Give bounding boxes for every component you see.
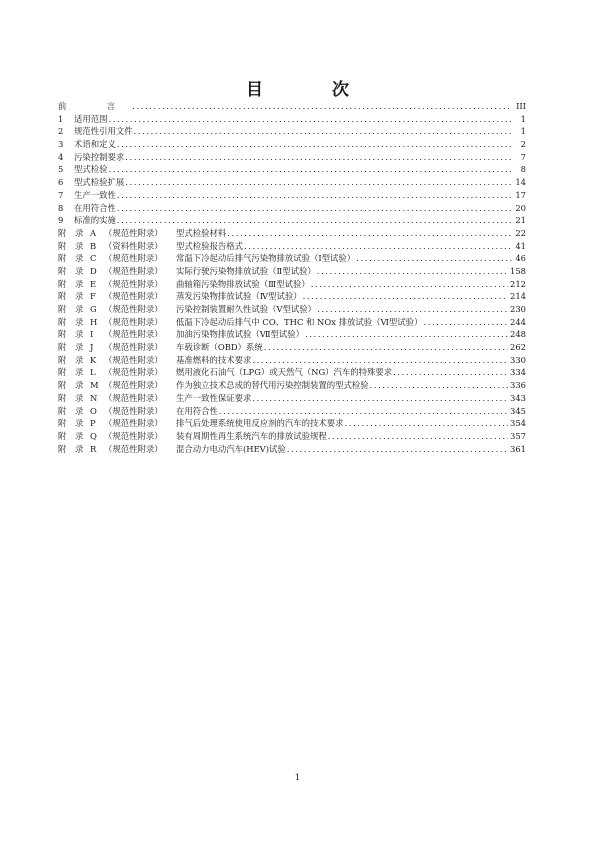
appendix-type: （规范性附录） [104,430,163,441]
toc-entry-appendix[interactable] [58,240,526,253]
appendix-letter: L [90,367,96,378]
dot-leader [252,392,508,405]
toc-entry-title: 作为独立技术总成的替代用污染控制装置的型式检验 [176,380,369,391]
toc-entry-page: 361 [510,443,526,454]
toc-entry-appendix[interactable] [58,278,526,291]
toc-entry-title: 术语和定义 [74,139,116,150]
appendix-letter: P [90,418,96,429]
appendix-type: （规范性附录） [104,367,163,378]
toc-entry-title: 实际行驶污染物排放试验（Ⅱ型试验） [176,265,316,276]
dot-leader [117,138,512,151]
appendix-prefix: 附 录 [58,240,87,251]
appendix-letter: E [90,278,97,289]
toc-entry-title: 生产一致性保证要求 [176,392,252,403]
toc-entry-appendix[interactable] [58,366,526,379]
toc-entry-page: 343 [510,392,526,403]
toc-entry-page: 357 [510,430,526,441]
toc-entry-title: 污染控制要求 [74,151,125,162]
toc-entry-number: 8 [58,202,64,213]
appendix-type: （规范性附录） [104,253,163,264]
dot-leader [317,303,508,316]
appendix-type: （规范性附录） [104,316,163,327]
toc-entry-appendix[interactable] [58,392,526,405]
appendix-prefix: 附 录 [58,392,87,403]
appendix-type: （规范性附录） [104,278,163,289]
appendix-letter: I [90,329,94,340]
toc-entry-appendix[interactable] [58,341,526,354]
dot-leader [311,278,508,291]
toc-entry-title: 基准燃料的技术要求 [176,354,252,365]
toc-entry-title: 排气后处理系统使用反应剂的汽车的技术要求 [176,418,344,429]
appendix-prefix: 附 录 [58,291,87,302]
appendix-letter: G [90,304,97,314]
appendix-letter: N [90,392,98,403]
page-title: 目 次 [246,80,375,100]
appendix-type: （规范性附录） [104,405,163,416]
toc-entry-title: 常温下冷起动后排气污染物排放试验（Ⅰ型试验） [176,253,356,264]
toc-entry-title: 型式检验 [74,164,108,175]
appendix-prefix: 附 录 [58,380,87,391]
toc-entry-appendix[interactable] [58,316,526,329]
appendix-prefix: 附 录 [58,405,87,416]
toc-entry-page: 46 [515,253,526,264]
toc-entry-page: 244 [510,316,526,327]
appendix-type: （规范性附录） [104,227,163,238]
toc-entry-page: 8 [520,164,526,175]
toc-entry-page: 20 [515,202,526,213]
toc-entry-title: 型式检验材料 [176,227,227,238]
dot-leader [117,214,512,227]
toc-entry-chapter[interactable] [58,151,526,164]
appendix-prefix: 附 录 [58,253,87,264]
toc-entry-page: 262 [510,342,526,353]
toc-entry-number: 3 [58,139,64,150]
dot-leader [423,316,508,329]
appendix-type: （规范性附录） [104,265,163,276]
toc-entry-page: 248 [510,329,526,340]
appendix-prefix: 附 录 [58,354,87,365]
appendix-type: （规范性附录） [104,354,163,365]
toc-entry-title: 污染控制装置耐久性试验（Ⅴ型试验） [176,304,317,314]
toc-entry-page: 334 [510,367,526,378]
appendix-type: （资料性附录） [104,240,163,251]
dot-leader [244,240,512,253]
appendix-letter: K [90,354,97,365]
appendix-type: （规范性附录） [104,380,163,391]
toc-entry-page: 1 [520,113,526,124]
appendix-prefix: 附 录 [58,278,87,289]
dot-leader [370,379,508,392]
dot-leader [134,125,512,138]
appendix-letter: C [90,253,97,264]
dot-leader [356,252,512,265]
toc-entry-chapter[interactable] [58,125,526,138]
toc-entry-number: 5 [58,164,64,175]
toc-entry-title: 加油污染物排放试验（Ⅶ型试验） [176,329,305,340]
appendix-letter: H [90,316,98,327]
appendix-prefix: 附 录 [58,304,87,314]
toc-entry-number: 2 [58,126,64,137]
toc-entry-page: 2 [520,139,526,150]
appendix-letter: Q [90,430,97,441]
toc-entry-chapter[interactable] [58,176,526,189]
appendix-prefix: 附 录 [58,329,87,340]
dot-leader [132,100,512,113]
dot-leader [305,328,508,341]
toc-entry-page: 22 [515,227,526,238]
appendix-prefix: 附 录 [58,443,87,454]
toc-entry-page: 17 [515,189,526,200]
dot-leader [117,189,512,202]
appendix-letter: B [90,240,97,251]
appendix-letter: F [90,291,96,302]
toc-entry-number: 7 [58,189,64,200]
appendix-prefix: 附 录 [58,342,87,353]
dot-leader [328,430,508,443]
toc-entry-title: 在用符合性 [74,202,116,213]
toc-entry-appendix[interactable] [58,443,526,456]
appendix-prefix: 附 录 [58,265,87,276]
toc-entry-page: 1 [520,126,526,137]
dot-leader [303,290,508,303]
page-number: 1 [294,773,301,783]
toc-entry-number: 1 [58,113,64,124]
appendix-type: （规范性附录） [104,304,163,314]
dot-leader [264,341,508,354]
toc-entry-title: 曲轴箱污染物排放试验（Ⅲ型试验） [176,278,310,289]
dot-leader [227,227,512,240]
appendix-type: （规范性附录） [104,392,163,403]
appendix-letter: O [90,405,97,416]
appendix-letter: A [90,227,97,238]
toc-entry-title: 装有周期性再生系统汽车的排放试验规程 [176,430,327,441]
dot-leader [287,443,508,456]
toc-entry-appendix[interactable] [58,252,526,265]
toc-entry-chapter[interactable] [58,113,526,126]
appendix-prefix: 附 录 [58,418,87,429]
toc-entry-title: 在用符合性 [176,405,218,416]
dot-leader [219,405,508,418]
appendix-type: （规范性附录） [104,418,163,429]
toc-entry-preface[interactable] [58,100,526,113]
appendix-prefix: 附 录 [58,316,87,327]
table-of-contents [58,100,526,455]
toc-entry-title: 适用范围 [74,113,108,124]
dot-leader [393,366,508,379]
toc-entry-title: 低温下冷起动后排气中 CO、THC 和 NOx 排放试验（Ⅵ型试验） [176,316,423,327]
toc-entry-appendix[interactable] [58,354,526,367]
toc-entry-page: 336 [510,380,526,391]
toc-entry-title: 蒸发污染物排放试验（Ⅳ型试验） [176,291,302,302]
appendix-prefix: 附 录 [58,367,87,378]
toc-entry-page: 214 [510,291,526,302]
toc-entry-title: 燃用液化石油气（LPG）或天然气（NG）汽车的特殊要求 [176,367,393,378]
dot-leader [109,163,513,176]
toc-entry-page: 41 [515,240,526,251]
appendix-type: （规范性附录） [104,329,163,340]
toc-entry-page: 14 [515,177,526,188]
toc-entry-chapter[interactable] [58,189,526,202]
toc-entry-title: 生产一致性 [74,189,116,200]
toc-entry-title: 规范性引用文件 [74,126,133,137]
toc-entry-title: 车载诊断（OBD）系统 [176,342,263,353]
toc-entry-label: 前 言 [58,101,132,111]
toc-entry-appendix[interactable] [58,227,526,240]
toc-entry-page: 158 [510,265,526,276]
toc-entry-appendix[interactable] [58,303,526,316]
toc-entry-title: 混合动力电动汽车(HEV)试验 [176,443,286,454]
toc-entry-chapter[interactable] [58,214,526,227]
toc-entry-appendix[interactable] [58,328,526,341]
toc-entry-number: 9 [58,215,64,226]
dot-leader [317,265,508,278]
appendix-prefix: 附 录 [58,227,87,238]
toc-entry-chapter[interactable] [58,163,526,176]
toc-entry-page: 345 [510,405,526,416]
toc-entry-appendix[interactable] [58,265,526,278]
toc-entry-appendix[interactable] [58,417,526,430]
toc-entry-page: 330 [510,354,526,365]
toc-entry-appendix[interactable] [58,290,526,303]
toc-entry-appendix[interactable] [58,430,526,443]
toc-entry-page: 21 [515,215,526,226]
dot-leader [109,113,513,126]
toc-entry-chapter[interactable] [58,202,526,215]
appendix-letter: M [90,380,99,391]
appendix-type: （规范性附录） [104,443,163,454]
appendix-letter: R [90,443,97,454]
dot-leader [125,151,512,164]
dot-leader [125,176,512,189]
toc-entry-title: 型式检验报告格式 [176,240,243,251]
dot-leader [117,202,512,215]
toc-entry-number: 4 [58,151,64,162]
toc-entry-appendix[interactable] [58,405,526,418]
toc-entry-page: 230 [510,304,526,314]
toc-entry-appendix[interactable] [58,379,526,392]
appendix-letter: J [90,342,94,353]
dot-leader [252,354,508,367]
appendix-type: （规范性附录） [104,342,163,353]
toc-entry-page: III [516,101,526,111]
toc-entry-page: 354 [510,418,526,429]
toc-entry-page: 7 [520,151,526,162]
dot-leader [345,417,509,430]
toc-entry-title: 标准的实施 [74,215,116,226]
toc-entry-chapter[interactable] [58,138,526,151]
toc-entry-number: 6 [58,177,64,188]
appendix-prefix: 附 录 [58,430,87,441]
toc-entry-title: 型式检验扩展 [74,177,125,188]
appendix-letter: D [90,265,97,276]
appendix-type: （规范性附录） [104,291,163,302]
toc-entry-page: 212 [510,278,526,289]
